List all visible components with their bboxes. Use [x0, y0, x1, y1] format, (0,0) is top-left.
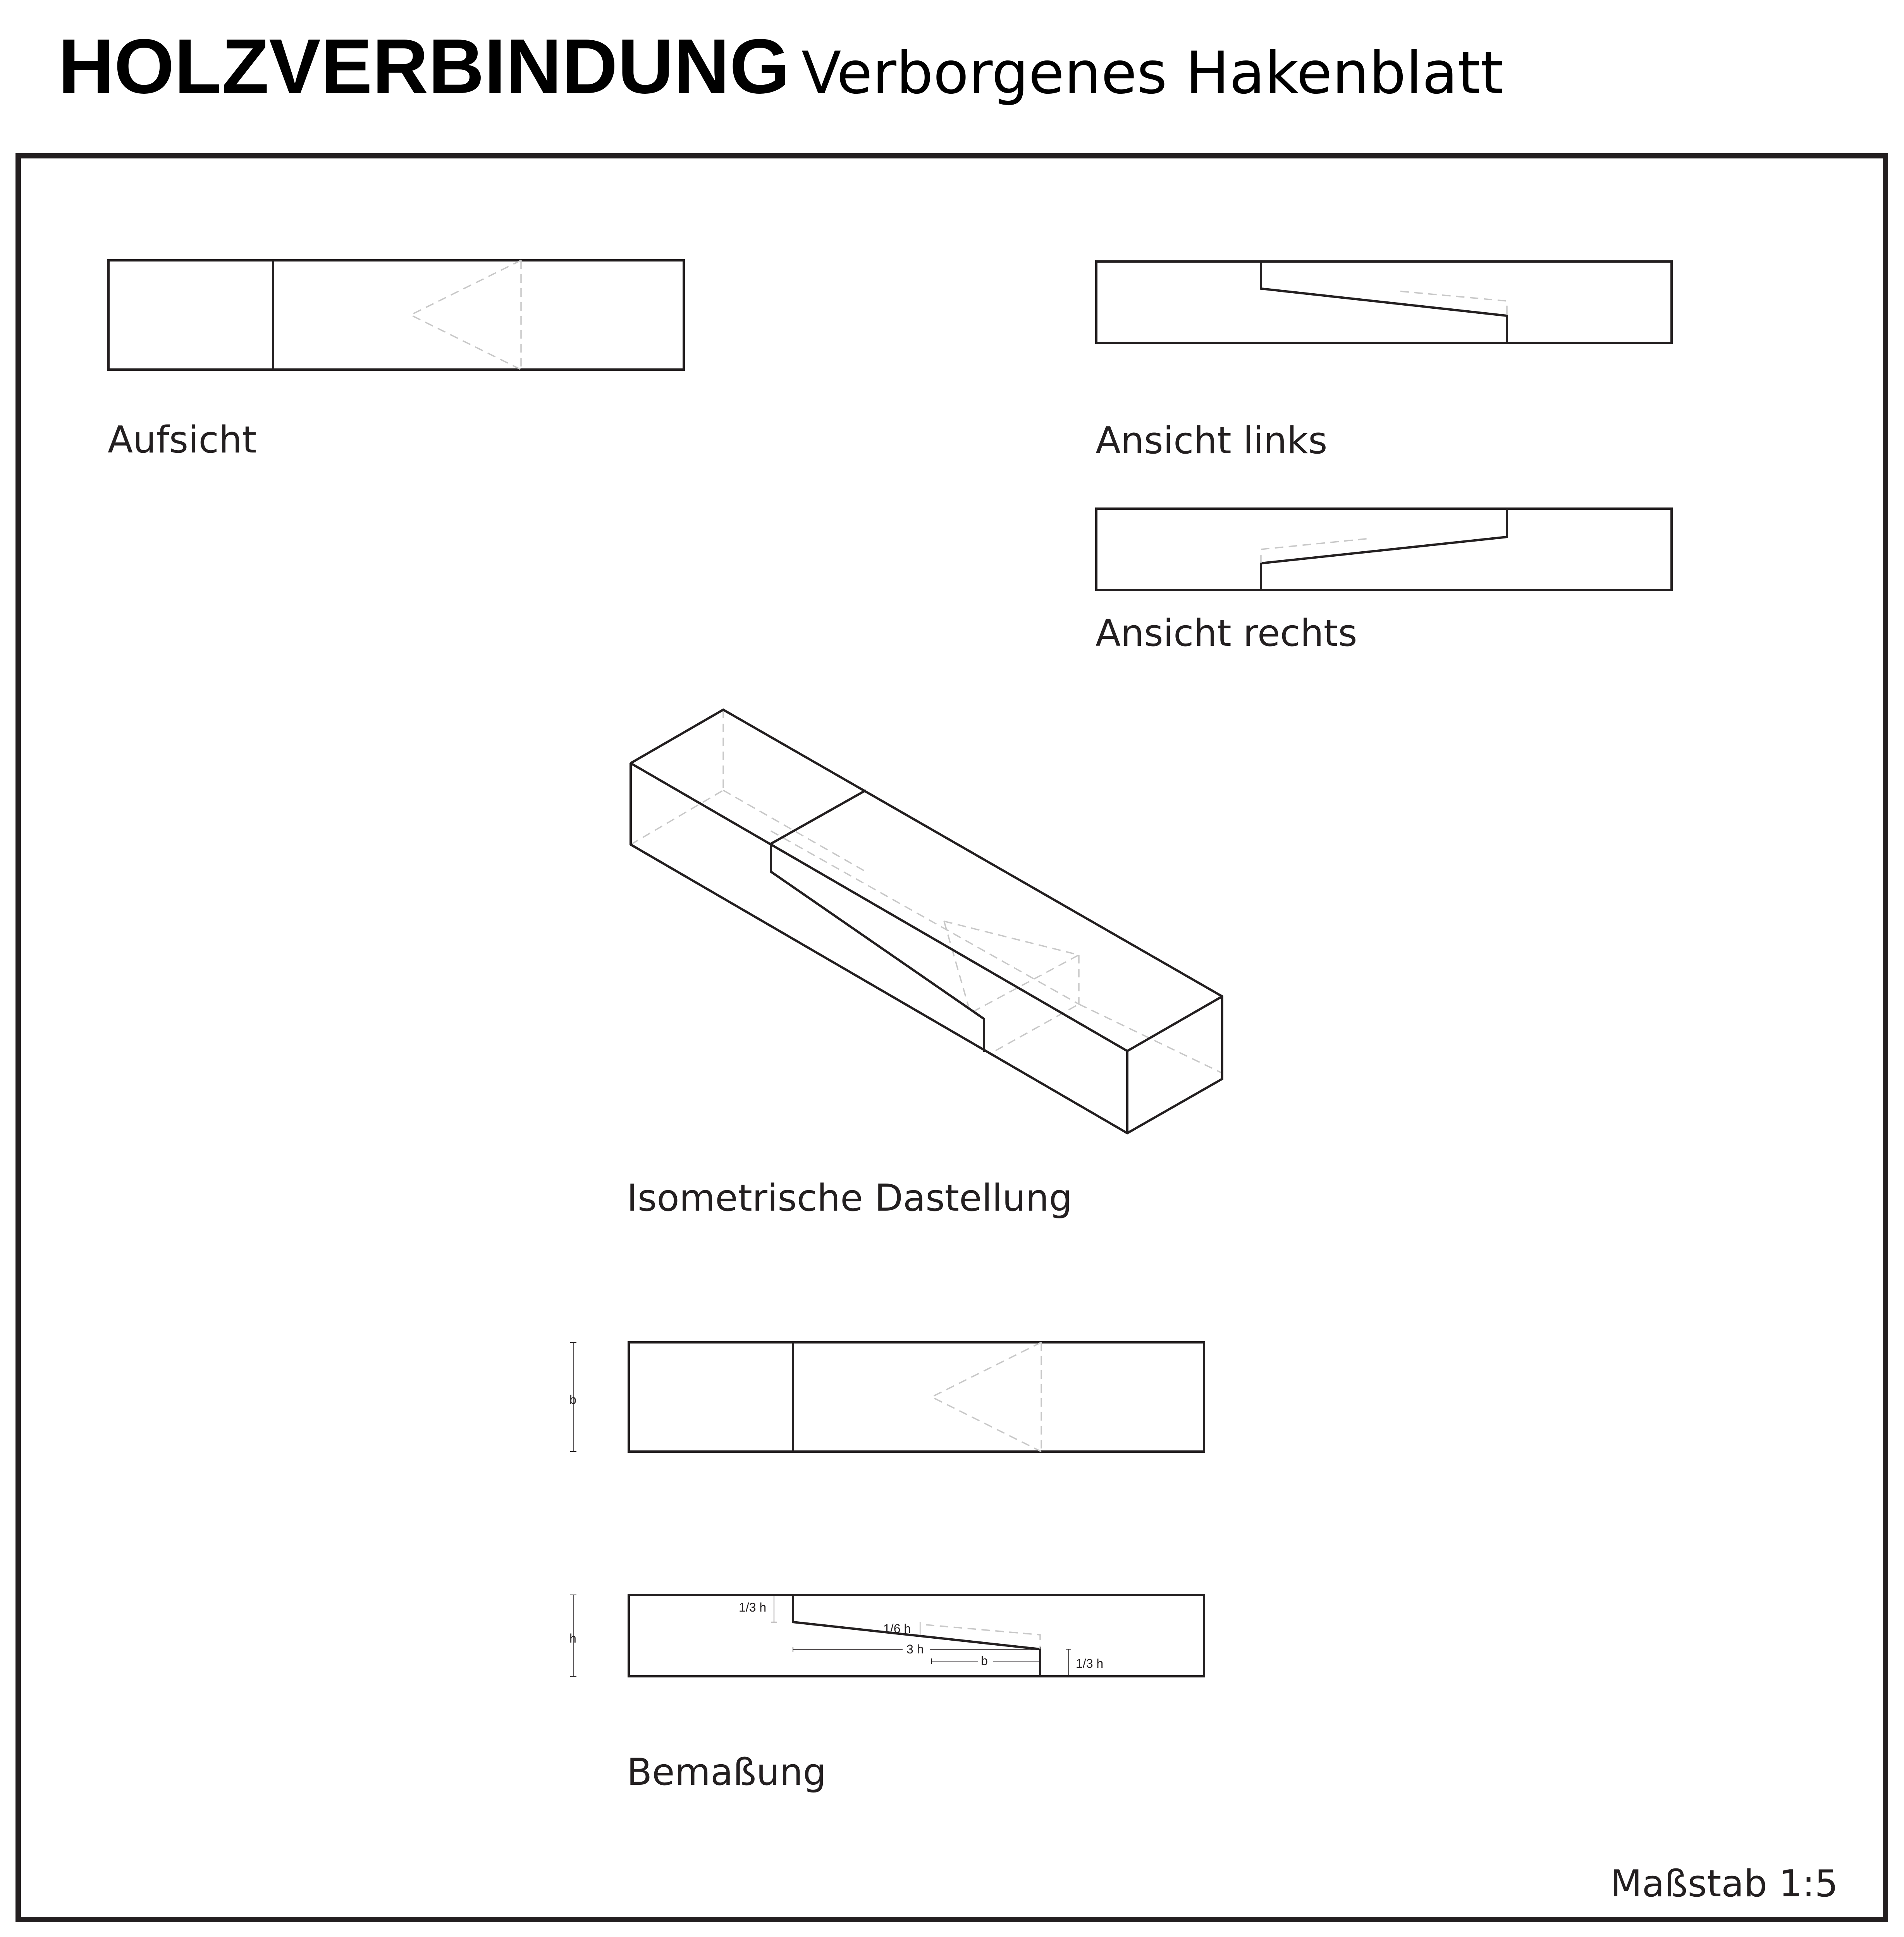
right-view [1096, 509, 1672, 590]
right-view-joint-line [1261, 509, 1507, 590]
dim-overlap-label: 3 h [906, 1642, 924, 1656]
dim-bottom-step-label: 1/3 h [1076, 1657, 1104, 1670]
dim-height-label: h [569, 1631, 576, 1645]
iso-top-front-edges [631, 763, 1222, 1051]
iso-view [631, 710, 1222, 1133]
drawing-frame [18, 156, 1885, 1920]
dimension-side-hidden-line [926, 1625, 1040, 1649]
page-title [58, 23, 1503, 110]
dim-slope-rise-label: 1/6 h [883, 1622, 911, 1636]
top-view [108, 260, 684, 370]
dimension-top-outline [629, 1342, 1204, 1452]
iso-hidden-hook-top [944, 921, 1079, 1013]
dim-width-label: b [569, 1393, 576, 1407]
title-subtitle: Verborgenes Hakenblatt [801, 40, 1503, 107]
dimension-side-view [569, 1595, 1204, 1676]
top-view-hidden-hook [411, 260, 521, 370]
dimension-side-joint-line [793, 1595, 1040, 1676]
iso-hidden-hook-bottom [996, 1004, 1079, 1051]
iso-joint-front-line [771, 844, 984, 1052]
iso-view-label: Isometrische Dastellung [627, 1177, 1072, 1220]
title-bold-first: H [58, 23, 114, 110]
dimension-top-hidden-hook [932, 1342, 1041, 1452]
top-view-label: Aufsicht [108, 419, 257, 461]
dim-top-step-label: 1/3 h [739, 1600, 767, 1614]
title-bold-rest: OLZVERBINDUNG [114, 23, 790, 110]
scale-label: Maßstab 1:5 [1610, 1863, 1838, 1905]
left-view [1096, 261, 1672, 343]
dimension-view-label: Bemaßung [627, 1751, 826, 1794]
right-view-label: Ansicht rechts [1096, 612, 1357, 655]
dimension-top-view [569, 1342, 1204, 1452]
left-view-label: Ansicht links [1096, 420, 1328, 462]
top-view-outline [108, 260, 684, 370]
left-view-joint-line [1261, 261, 1507, 343]
dim-hook-label: b [981, 1654, 988, 1668]
right-view-hidden-line [1261, 538, 1369, 563]
left-view-hidden-line [1400, 291, 1507, 316]
iso-outline [631, 710, 1222, 1133]
iso-joint-top-line [771, 790, 866, 844]
iso-hidden-back-left [631, 790, 723, 845]
